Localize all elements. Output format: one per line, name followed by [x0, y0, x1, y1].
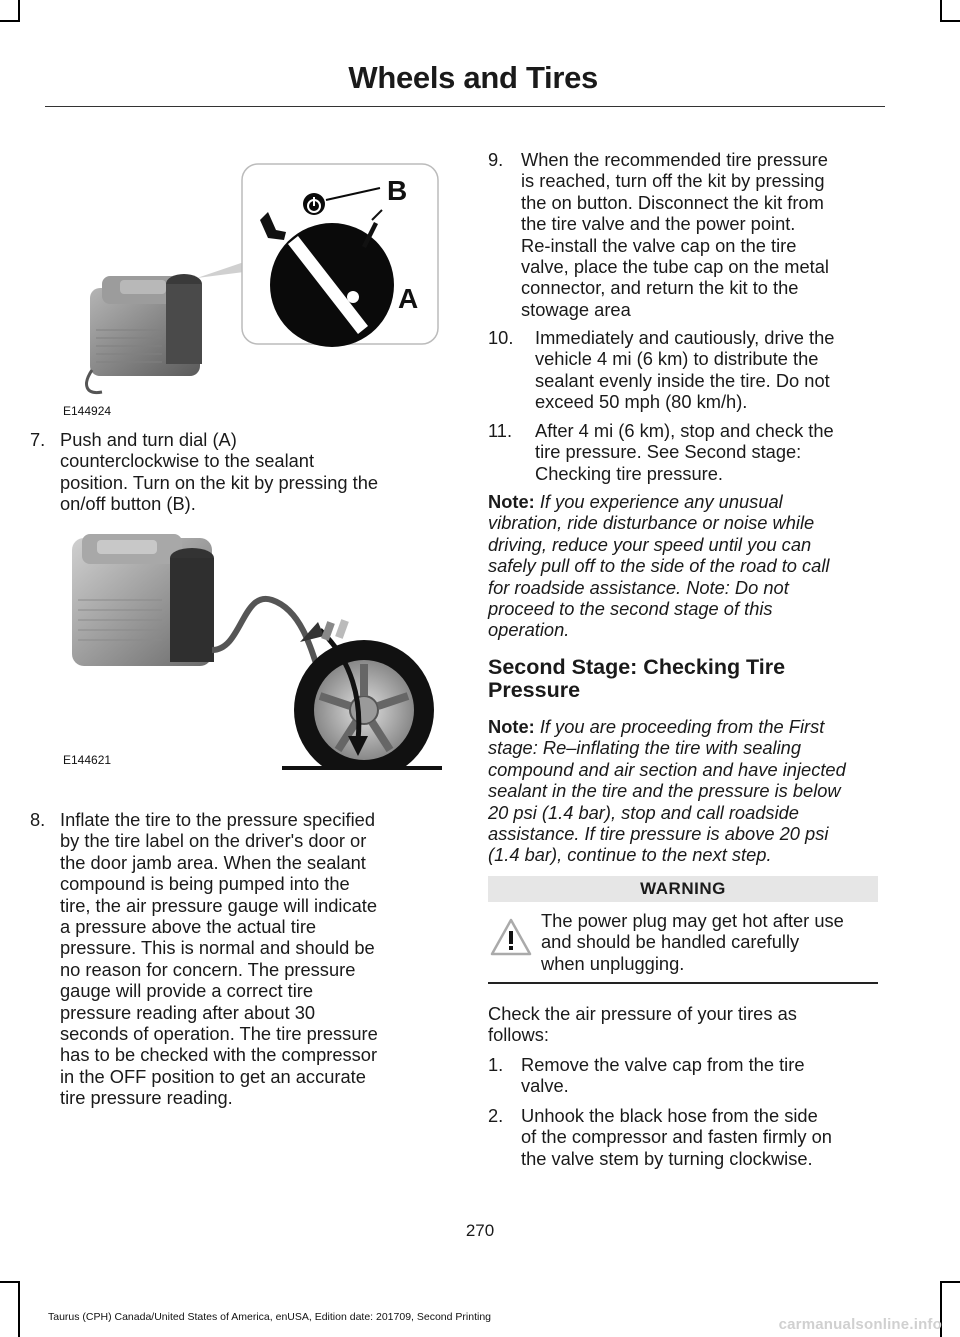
header-divider	[45, 106, 885, 107]
note-label: Note:	[488, 716, 535, 737]
text-line: compound and air section and have injected	[488, 758, 846, 780]
text-line: gauge will provide a correct tire	[60, 980, 314, 1002]
label-b: B	[387, 175, 408, 206]
step-number: 2.	[488, 1105, 504, 1126]
text-line: If you are proceeding from the First	[539, 716, 825, 737]
label-a: A	[398, 283, 419, 314]
text-line: assistance. If tire pressure is above 20 psi	[488, 823, 829, 845]
text-line: 20 psi (1.4 bar), stop and call roadside	[488, 801, 799, 823]
text-line: is reached, turn off the kit by pressing	[521, 170, 825, 192]
text-line: when unplugging.	[541, 952, 685, 974]
warning-icon	[489, 917, 533, 957]
step-7	[30, 429, 450, 515]
text-line: Immediately and cautiously, drive the	[535, 327, 835, 348]
text-line: valve.	[521, 1075, 569, 1097]
intro-text	[488, 1003, 888, 1046]
text-line: pressure. This is normal and should be	[60, 937, 375, 959]
compressor-wheel-illustration	[62, 530, 442, 770]
figure-code: E144621	[63, 753, 112, 767]
step-number: 9.	[488, 149, 504, 170]
text-line: by the tire label on the driver's door or	[60, 830, 367, 852]
note-label: Note:	[488, 491, 535, 512]
step-number: 11.	[488, 420, 513, 441]
text-line: safely pull off to the side of the road to call	[488, 555, 830, 577]
compressor-dial-illustration	[62, 150, 442, 412]
crop-mark	[0, 20, 20, 22]
page-title: Wheels and Tires	[348, 60, 598, 95]
text-line: valve, place the tube cap on the metal	[521, 256, 829, 278]
text-line: Check the air pressure of your tires as	[488, 1003, 797, 1024]
figure-code: E144924	[63, 404, 112, 418]
step-number: 8.	[30, 809, 46, 830]
step-number: 1.	[488, 1054, 504, 1075]
edition-info: Taurus (CPH) Canada/United States of America, enUSA, Edition date: 201709, Second Printing	[48, 1311, 491, 1323]
crop-mark	[940, 0, 942, 22]
text-line: stowage area	[521, 298, 631, 320]
step-1	[488, 1054, 888, 1097]
text-line: in the OFF position to get an accurate	[60, 1065, 366, 1087]
text-line: no reason for concern. The pressure	[60, 958, 356, 980]
text-line: Push and turn dial (A)	[60, 429, 237, 450]
text-line: When the recommended tire pressure	[521, 149, 828, 170]
text-line: tire pressure. See Second stage:	[535, 441, 802, 463]
text-line: Remove the valve cap from the tire	[521, 1054, 805, 1075]
page-number: 270	[465, 1221, 495, 1240]
text-line: exceed 50 mph (80 km/h).	[535, 391, 748, 413]
text-line: seconds of operation. The tire pressure	[60, 1023, 378, 1045]
text-line: Inflate the tire to the pressure specified	[60, 809, 376, 830]
crop-mark	[18, 1281, 20, 1337]
text-line: the door jamb area. When the sealant	[60, 851, 366, 873]
text-line: of the compressor and fasten firmly on	[521, 1126, 832, 1148]
text-line: compound is being pumped into the	[60, 873, 350, 895]
text-line: counterclockwise to the sealant	[60, 450, 315, 472]
step-number: 10.	[488, 327, 514, 348]
text-line: tire pressure reading.	[60, 1087, 233, 1109]
text-line: connector, and return the kit to the	[521, 277, 799, 299]
watermark: carmanualsonline.info	[778, 1316, 942, 1333]
section-heading: Second Stage: Checking Tire Pressure	[488, 655, 786, 702]
step-2	[488, 1105, 888, 1169]
text-line: The power plug may get hot after use	[541, 910, 844, 931]
text-line: vibration, ride disturbance or noise while	[488, 512, 815, 534]
figure-compressor-wheel	[62, 530, 442, 770]
warning-text	[541, 910, 886, 974]
text-line: pressure reading after about 30	[60, 1001, 316, 1023]
warning-divider	[488, 982, 878, 984]
figure-compressor-dial	[62, 150, 442, 412]
text-line: the valve stem by turning clockwise.	[521, 1147, 813, 1169]
text-line: sealant in the tire and the pressure is below	[488, 780, 841, 802]
text-line: sealant evenly inside the tire. Do not	[535, 369, 830, 391]
text-line: position. Turn on the kit by pressing the	[60, 471, 379, 493]
crop-mark	[940, 20, 960, 22]
step-number: 7.	[30, 429, 46, 450]
text-line: Unhook the black hose from the side	[521, 1105, 818, 1126]
text-line: driving, reduce your speed until you can	[488, 533, 812, 555]
text-line: operation.	[488, 619, 570, 641]
text-line: and should be handled carefully	[541, 931, 800, 953]
step-11	[488, 420, 888, 484]
text-line: After 4 mi (6 km), stop and check the	[535, 420, 834, 441]
text-line: stage: Re–inflating the tire with sealing	[488, 737, 801, 759]
note-roadside	[488, 491, 888, 641]
step-10	[488, 327, 888, 413]
crop-mark	[18, 0, 20, 22]
text-line: (1.4 bar), continue to the next step.	[488, 844, 772, 866]
note-first-stage	[488, 716, 888, 866]
text-line: for roadside assistance. Note: Do not	[488, 576, 789, 598]
text-line: tire, the air pressure gauge will indicate	[60, 894, 378, 916]
crop-mark	[940, 1281, 960, 1283]
text-line: vehicle 4 mi (6 km) to distribute the	[535, 348, 819, 370]
text-line: a pressure above the actual tire	[60, 916, 317, 938]
warning-header: WARNING	[488, 876, 878, 902]
text-line: Re-install the valve cap on the tire	[521, 234, 797, 256]
text-line: If you experience any unusual	[539, 491, 783, 512]
text-line: proceed to the second stage of this	[488, 598, 773, 620]
crop-mark	[0, 1281, 20, 1283]
text-line: has to be checked with the compressor	[60, 1044, 378, 1066]
step-8	[30, 809, 450, 1109]
step-9	[488, 149, 888, 320]
text-line: Checking tire pressure.	[535, 462, 723, 484]
text-line: on/off button (B).	[60, 493, 196, 515]
text-line: follows:	[488, 1024, 549, 1046]
text-line: the on button. Disconnect the kit from	[521, 191, 824, 213]
text-line: the tire valve and the power point.	[521, 213, 796, 235]
